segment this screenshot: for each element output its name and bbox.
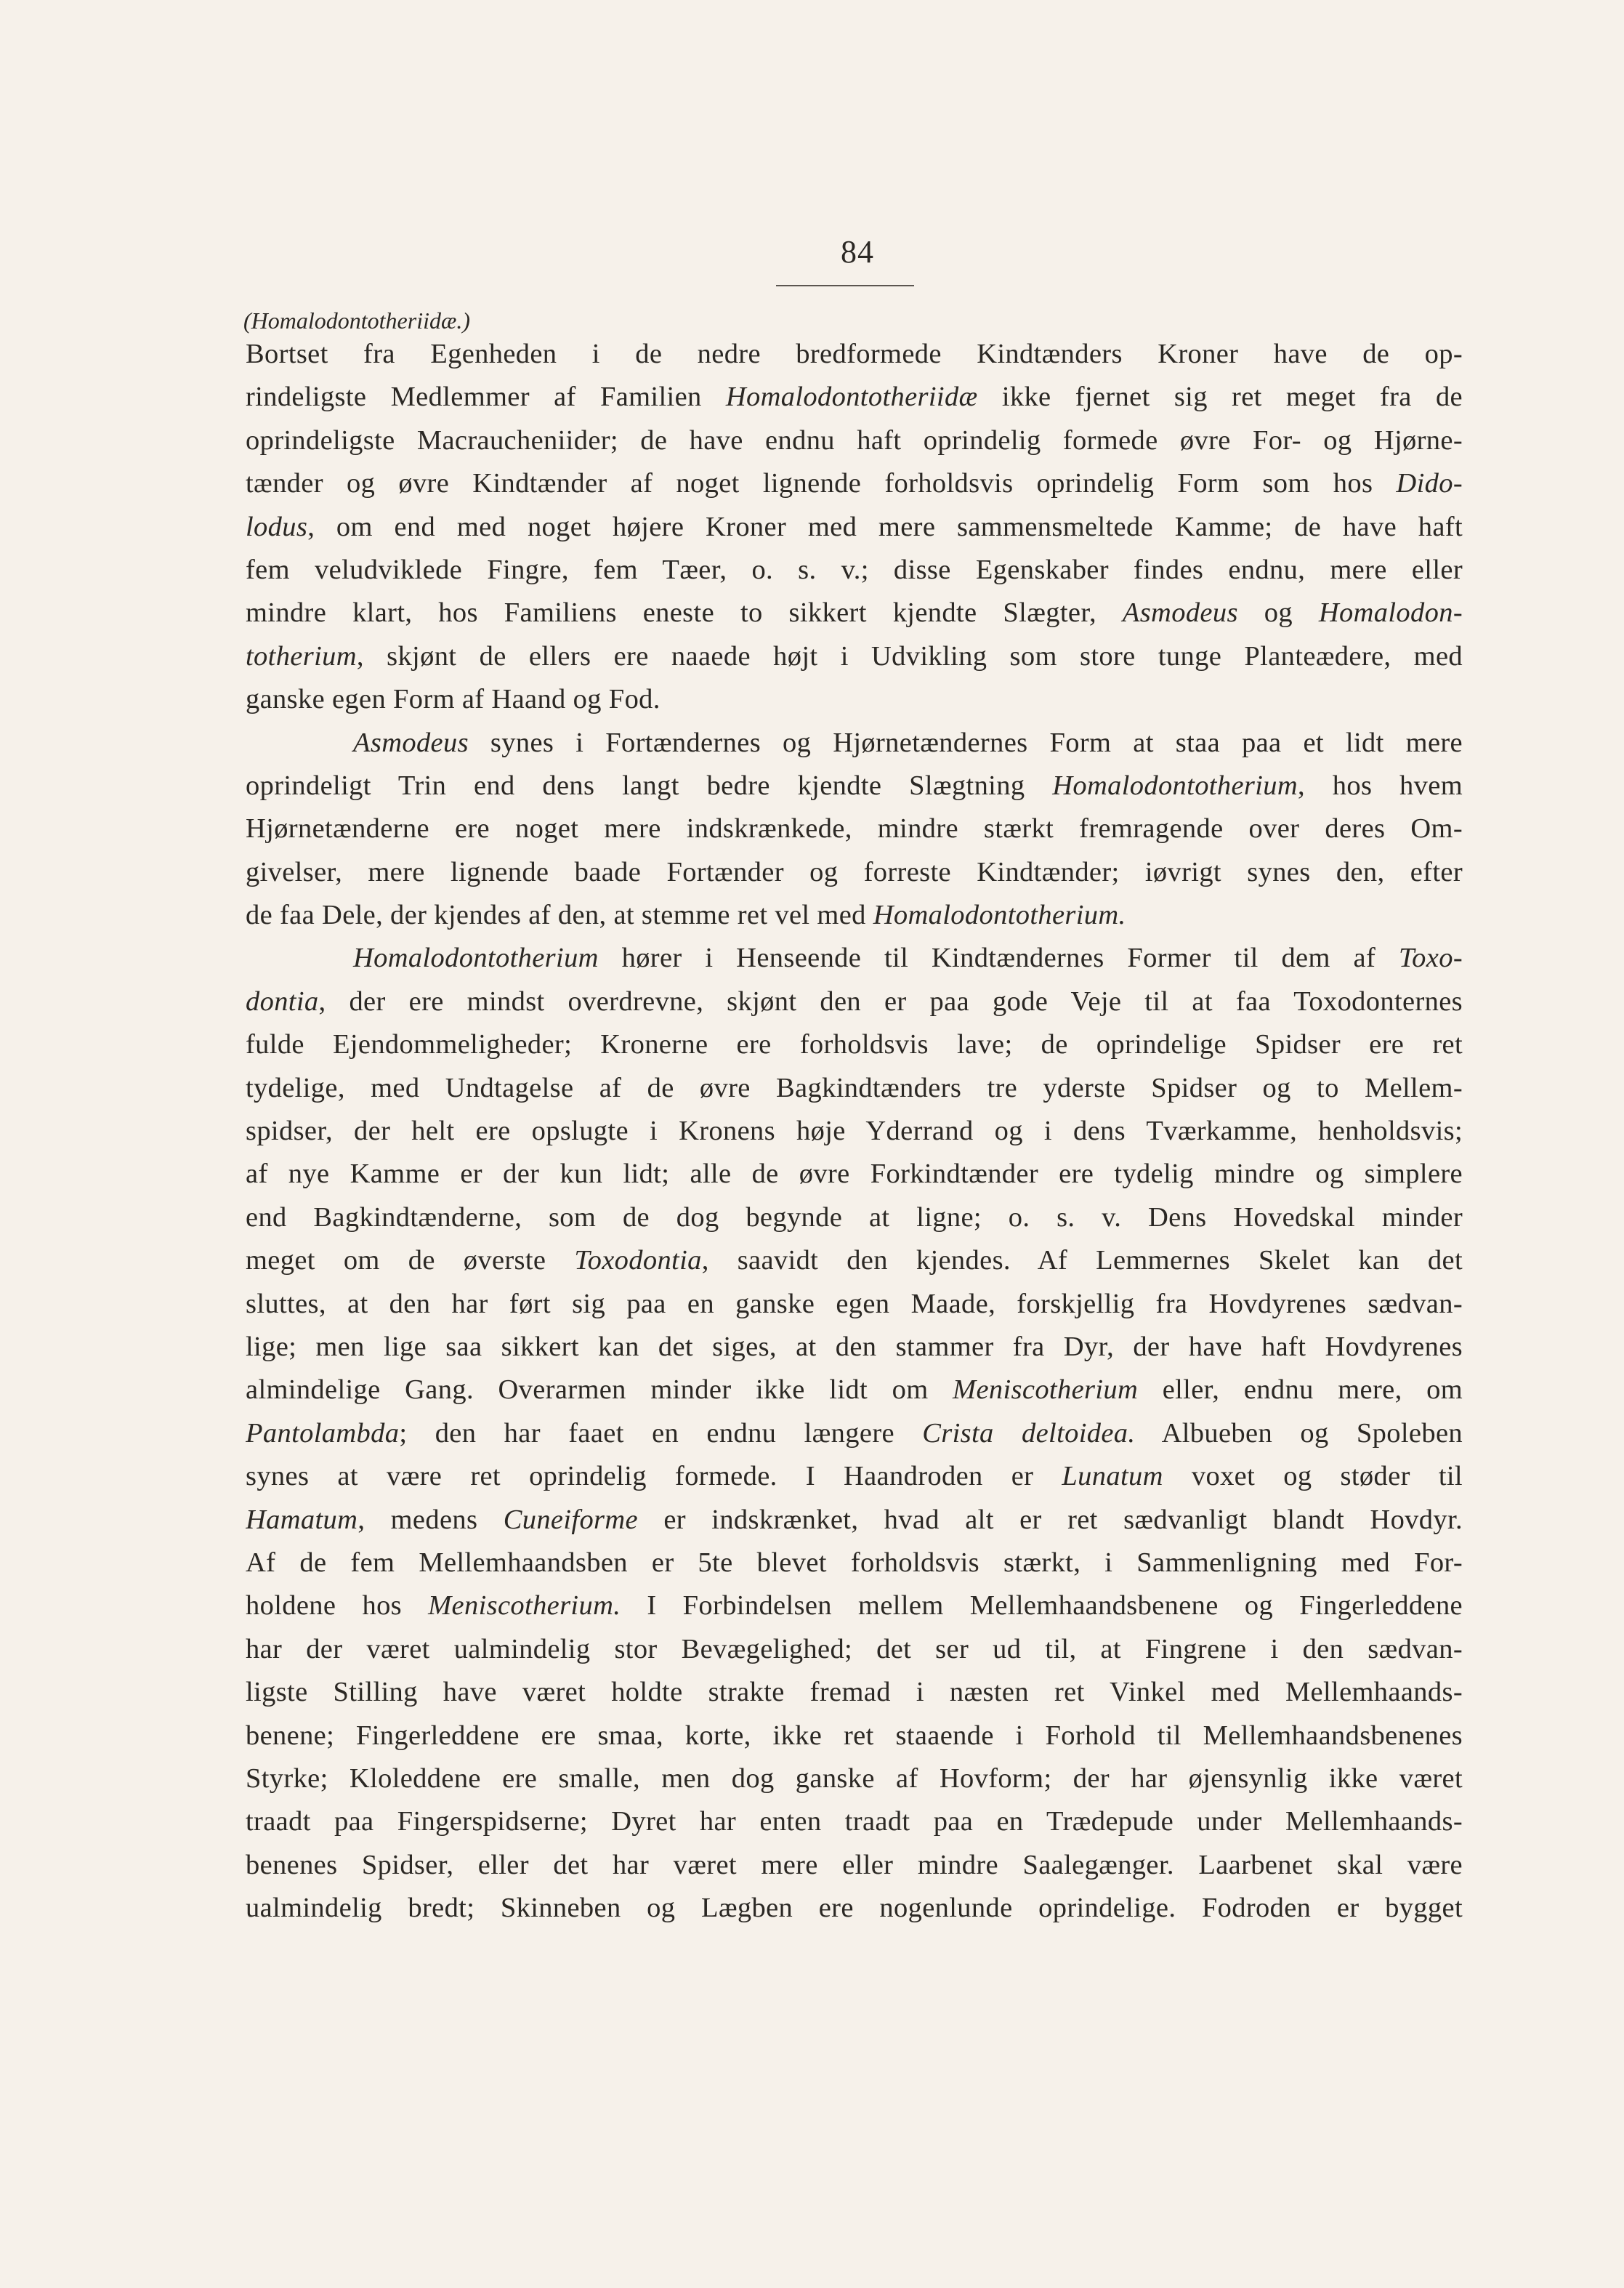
- text-line: [246, 678, 1463, 721]
- text-run: oprindeligste Macraucheniider; de have endnu haft oprindelig formede øvre For- og Hjørne-: [246, 424, 1463, 456]
- text-run: rindeligste Medlemmer af Familien: [246, 382, 726, 413]
- text-line: [246, 1110, 1463, 1153]
- text-run: , der ere mindst overdrevne, skjønt den er paa gode Veje til at faa Toxodonternes: [318, 986, 1463, 1017]
- text-run: end Bagkindtænderne, som de dog begynde at ligne; o. s. v. Dens Hovedskal minder: [246, 1201, 1463, 1233]
- italic-text-run: Cuneiforme: [503, 1504, 638, 1535]
- text-line: [246, 462, 1463, 505]
- text-line: [246, 1499, 1463, 1542]
- italic-text-run: Homalodontotherium: [1052, 770, 1298, 801]
- text-line: [246, 1153, 1463, 1196]
- text-run: meget om de øverste: [246, 1245, 575, 1276]
- text-line: [246, 1715, 1463, 1757]
- text-line: [246, 1455, 1463, 1498]
- text-run: Styrke; Kloleddene ere smalle, men dog ganske af Hovform; der har øjensynlig ikke været: [246, 1763, 1463, 1794]
- text-run: eller, endnu mere, om: [1138, 1374, 1463, 1406]
- text-line: [246, 1369, 1463, 1411]
- text-run: lige; men lige saa sikkert kan det siges, at den stammer fra Dyr, der have haft Hovdyrenes: [246, 1331, 1463, 1362]
- text-run: har der været ualmindelig stor Bevægelighed; det ser ud til, at Fingrene i den sædvan-: [246, 1633, 1463, 1664]
- text-run: af nye Kamme er der kun lidt; alle de øvre Forkindtænder ere tydelig mindre og simplere: [246, 1159, 1463, 1190]
- text-line: [246, 1542, 1463, 1584]
- text-line: [246, 1412, 1463, 1455]
- text-line: [246, 1239, 1463, 1282]
- italic-text-run: Asmodeus: [1122, 597, 1238, 629]
- text-run: , saavidt den kjendes. Af Lemmernes Skelet kan det: [701, 1245, 1463, 1276]
- text-run: sluttes, at den har ført sig paa en ganske egen Maade, forskjellig fra Hovdyrenes sædvan-: [246, 1288, 1463, 1319]
- text-line: [246, 1283, 1463, 1326]
- text-run: ganske egen Form af Haand og Fod.: [246, 684, 660, 715]
- italic-text-run: Hamatum: [246, 1504, 358, 1535]
- text-run: ligste Stilling have været holdte strakte fremad i næsten ret Vinkel med Mellemhaands-: [246, 1677, 1463, 1708]
- text-run: Albueben og Spoleben: [1135, 1417, 1463, 1449]
- text-line: [246, 333, 1463, 376]
- text-run: Hjørnetænderne ere noget mere indskrænkede, mindre stærkt fremragende over deres Om-: [246, 813, 1463, 845]
- page-number: 84: [841, 234, 874, 270]
- italic-text-run: Homalodontotherium.: [873, 900, 1126, 931]
- text-line: [246, 376, 1463, 419]
- text-line: [246, 549, 1463, 592]
- text-line: [246, 851, 1463, 894]
- text-run: almindelige Gang. Overarmen minder ikke lidt om: [246, 1374, 953, 1406]
- text-run: tydelige, med Undtagelse af de øvre Bagkindtænders tre yderste Spidser og to Mellem-: [246, 1072, 1463, 1103]
- body-text: [246, 333, 1463, 1930]
- text-run: oprindeligt Trin end dens langt bedre kjendte Slægtning: [246, 770, 1053, 801]
- text-run: holdene hos: [246, 1590, 429, 1622]
- text-line: [246, 1671, 1463, 1714]
- text-line: [246, 1584, 1463, 1627]
- italic-text-run: Toxo-: [1398, 943, 1463, 974]
- text-line: [246, 722, 1463, 765]
- italic-text-run: Homalodontotheriidæ: [725, 382, 978, 413]
- text-line: [246, 765, 1463, 807]
- text-run: hører i Henseende til Kindtændernes Former til dem af: [598, 943, 1399, 974]
- text-run: tænder og øvre Kindtænder af noget lignende forholdsvis oprindelig Form som hos: [246, 468, 1397, 499]
- italic-text-run: Lunatum: [1062, 1461, 1163, 1492]
- page-number-rule: [776, 285, 914, 286]
- text-line: [246, 1757, 1463, 1800]
- text-run: givelser, mere lignende baade Fortænder og forreste Kindtænder; iøvrigt synes den, efter: [246, 856, 1463, 887]
- text-line: [246, 980, 1463, 1023]
- text-run: spidser, der helt ere opslugte i Kronens høje Yderrand og i dens Tværkamme, henholdsvis;: [246, 1116, 1463, 1147]
- text-run: og: [1237, 597, 1319, 629]
- text-run: , om end med noget højere Kroner med mere sammensmeltede Kamme; de have haft: [307, 511, 1463, 542]
- text-line: [246, 1887, 1463, 1930]
- text-line: [246, 1800, 1463, 1843]
- text-run: I Forbindelsen mellem Mellemhaandsbenene og Fingerleddene: [621, 1590, 1463, 1622]
- text-line: [246, 1067, 1463, 1110]
- italic-text-run: Dido-: [1396, 468, 1463, 499]
- text-line: [246, 937, 1463, 980]
- italic-text-run: Asmodeus: [353, 727, 469, 758]
- text-run: synes i Fortændernes og Hjørnetændernes Form at staa paa et lidt mere: [468, 727, 1463, 758]
- text-line: [246, 506, 1463, 549]
- text-line: [246, 1023, 1463, 1066]
- text-run: benene; Fingerleddene ere smaa, korte, ikke ret staaende i Forhold til Mellemhaandsbenenes: [246, 1720, 1463, 1751]
- text-line: [246, 807, 1463, 850]
- italic-text-run: Meniscotherium: [953, 1374, 1139, 1406]
- text-run: benenes Spidser, eller det har været mere eller mindre Saalegænger. Laarbenet skal være: [246, 1849, 1463, 1880]
- text-run: mindre klart, hos Familiens eneste to sikkert kjendte Slægter,: [246, 597, 1123, 629]
- text-line: [246, 635, 1463, 678]
- italic-text-run: Homalodon-: [1318, 597, 1463, 629]
- running-head: (Homalodontotheriidæ.): [243, 307, 470, 334]
- text-run: ualmindelig bredt; Skinneben og Lægben ere nogenlunde oprindelige. Fodroden er bygget: [246, 1893, 1463, 1924]
- text-line: [246, 1628, 1463, 1671]
- italic-text-run: Crista deltoidea.: [922, 1417, 1136, 1449]
- text-line: [246, 1196, 1463, 1239]
- text-line: [246, 894, 1463, 937]
- text-run: , hos hvem: [1298, 770, 1463, 801]
- text-line: [246, 1326, 1463, 1369]
- text-line: [246, 1844, 1463, 1887]
- italic-text-run: lodus: [246, 511, 308, 542]
- text-run: Af de fem Mellemhaandsben er 5te blevet forholdsvis stærkt, i Sammenligning med For-: [246, 1547, 1463, 1578]
- text-run: de faa Dele, der kjendes af den, at stemme ret vel med: [246, 900, 873, 931]
- text-run: ; den har faaet en endnu længere: [399, 1417, 923, 1449]
- italic-text-run: Meniscotherium.: [428, 1590, 621, 1622]
- italic-text-run: Toxodontia: [574, 1245, 702, 1276]
- italic-text-run: Pantolambda: [246, 1417, 400, 1449]
- italic-text-run: Homalodontotherium: [353, 943, 599, 974]
- text-run: fem veludviklede Fingre, fem Tæer, o. s. v.; disse Egenskaber findes endnu, mere eller: [246, 554, 1463, 585]
- text-run: er indskrænket, hvad alt er ret sædvanligt blandt Hovdyr.: [637, 1504, 1463, 1535]
- text-line: [246, 419, 1463, 462]
- text-run: synes at være ret oprindelig formede. I Haandroden er: [246, 1461, 1062, 1492]
- text-run: voxet og støder til: [1163, 1461, 1463, 1492]
- text-run: Bortset fra Egenheden i de nedre bredformede Kindtænders Kroner have de op-: [246, 339, 1463, 369]
- text-run: , medens: [357, 1504, 504, 1535]
- italic-text-run: dontia: [246, 986, 319, 1017]
- italic-text-run: totherium: [246, 640, 357, 672]
- text-run: , skjønt de ellers ere naaede højt i Udvikling som store tunge Planteædere, med: [356, 640, 1463, 672]
- text-run: fulde Ejendommeligheder; Kronerne ere forholdsvis lave; de oprindelige Spidser ere ret: [246, 1029, 1463, 1060]
- text-run: ikke fjernet sig ret meget fra de: [977, 382, 1463, 413]
- text-line: [246, 592, 1463, 635]
- text-run: traadt paa Fingerspidserne; Dyret har enten traadt paa en Trædepude under Mellemhaands-: [246, 1806, 1463, 1837]
